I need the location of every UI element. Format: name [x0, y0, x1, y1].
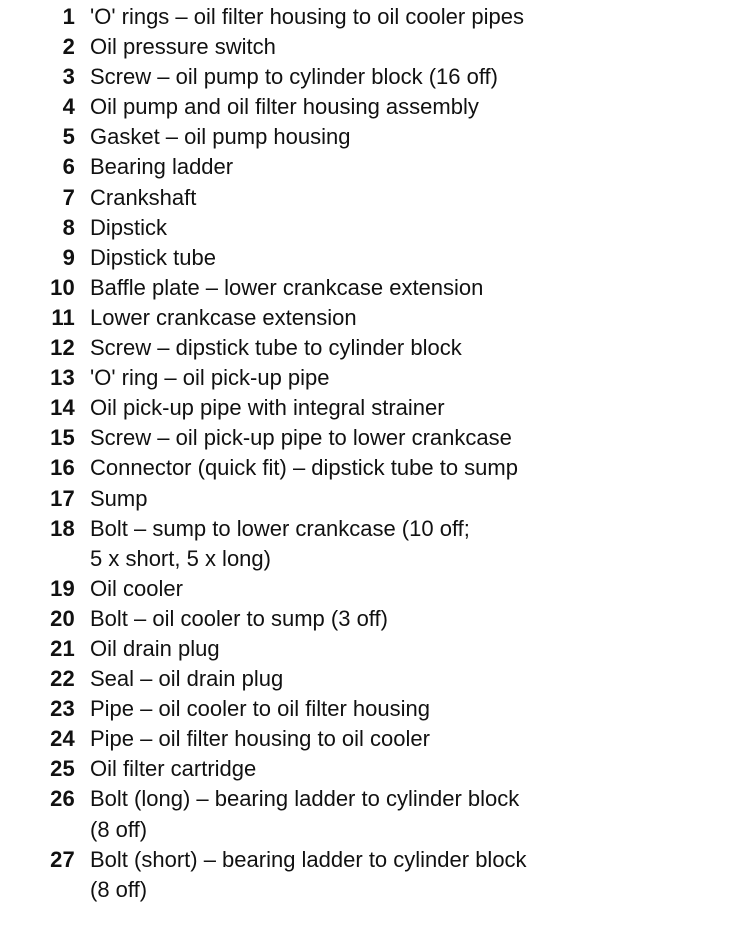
item-description: Screw – dipstick tube to cylinder block: [90, 335, 462, 361]
item-number: 11: [51, 304, 75, 330]
item-description: Oil drain plug: [90, 635, 220, 661]
legend-item: [0, 423, 690, 453]
item-number: 24: [50, 726, 75, 752]
item-number: 2: [62, 34, 75, 60]
legend-item: [0, 453, 690, 483]
item-number: 6: [62, 154, 75, 180]
item-description: 'O' rings – oil filter housing to oil cooler pipes: [90, 4, 524, 29]
item-description: Dipstick: [90, 214, 168, 240]
legend-item: [0, 694, 690, 724]
item-number: 26: [50, 786, 75, 812]
legend-item: [0, 604, 690, 634]
item-number: 27: [50, 846, 75, 872]
item-description: Oil pump and oil filter housing assembly: [90, 94, 479, 120]
item-description: Gasket – oil pump housing: [90, 124, 351, 150]
item-number: 25: [50, 756, 75, 782]
legend-item: [0, 32, 690, 62]
legend-item: [0, 62, 690, 92]
item-description: 'O' ring – oil pick-up pipe: [90, 365, 330, 391]
legend-item: [0, 514, 690, 574]
item-description: Sump: [90, 485, 148, 511]
item-number: 1: [62, 4, 75, 29]
item-description: Bolt (short) – bearing ladder to cylinder block (8 off): [90, 846, 527, 902]
legend-item: [0, 724, 690, 754]
item-number: 5: [62, 124, 75, 150]
legend-item: [0, 122, 690, 152]
item-number: 13: [50, 365, 75, 391]
item-number: 8: [62, 214, 75, 240]
item-description: Crankshaft: [90, 184, 197, 210]
item-number: 23: [50, 696, 75, 722]
item-number: 17: [50, 485, 75, 511]
item-description: Bolt (long) – bearing ladder to cylinder block (8 off): [90, 786, 520, 842]
item-number: 22: [50, 666, 75, 692]
item-number: 15: [50, 425, 75, 451]
item-number: 9: [62, 244, 75, 270]
legend-item: [0, 333, 690, 363]
item-number: 3: [62, 64, 75, 90]
legend-item: [0, 784, 690, 844]
item-description: Connector (quick fit) – dipstick tube to sump: [90, 455, 518, 481]
parts-legend-list: [0, 2, 690, 905]
item-description: Baffle plate – lower crankcase extension: [90, 274, 484, 300]
legend-item: [0, 574, 690, 604]
item-number: 18: [50, 515, 75, 541]
legend-item: [0, 363, 690, 393]
item-number: 4: [62, 94, 75, 120]
legend-item: [0, 243, 690, 273]
legend-item: [0, 393, 690, 423]
item-description: Pipe – oil filter housing to oil cooler: [90, 726, 430, 752]
item-description: Oil filter cartridge: [90, 756, 257, 782]
legend-item: [0, 303, 690, 333]
legend-item: [0, 484, 690, 514]
item-number: 10: [50, 274, 75, 300]
legend-item: [0, 754, 690, 784]
legend-item: [0, 273, 690, 303]
item-description: Oil pressure switch: [90, 34, 276, 60]
item-description: Lower crankcase extension: [90, 304, 357, 330]
legend-item: [0, 634, 690, 664]
legend-item: [0, 664, 690, 694]
item-number: 14: [50, 395, 75, 421]
item-description: Screw – oil pump to cylinder block (16 off): [90, 64, 498, 90]
item-description: Bolt – oil cooler to sump (3 off): [90, 605, 388, 631]
legend-item: [0, 92, 690, 122]
item-description: Screw – oil pick-up pipe to lower crankcase: [90, 425, 512, 451]
item-number: 20: [50, 605, 75, 631]
item-number: 21: [50, 635, 75, 661]
legend-item: [0, 183, 690, 213]
item-description: Dipstick tube: [90, 244, 216, 270]
item-description: Oil cooler: [90, 575, 183, 601]
legend-item: [0, 2, 690, 32]
item-number: 12: [50, 335, 75, 361]
item-description: Pipe – oil cooler to oil filter housing: [90, 696, 430, 722]
item-description: Bolt – sump to lower crankcase (10 off; 5 x short, 5 x long): [90, 515, 470, 571]
legend-item: [0, 213, 690, 243]
item-number: 7: [62, 184, 75, 210]
legend-item: [0, 845, 690, 905]
item-description: Oil pick-up pipe with integral strainer: [90, 395, 445, 421]
legend-item: [0, 152, 690, 182]
item-number: 16: [50, 455, 75, 481]
item-description: Bearing ladder: [90, 154, 234, 180]
item-number: 19: [50, 575, 75, 601]
item-description: Seal – oil drain plug: [90, 666, 284, 692]
